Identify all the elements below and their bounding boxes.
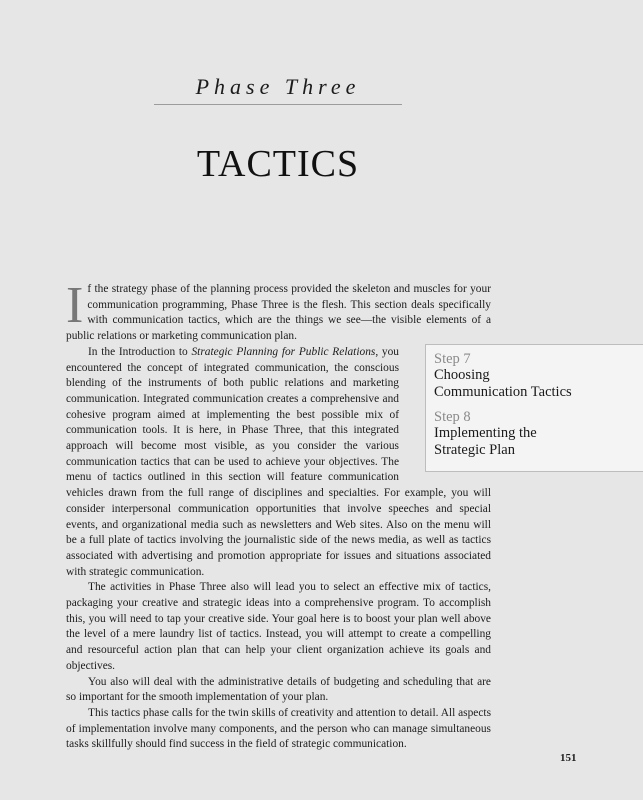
steps-sidebar: [425, 344, 643, 472]
paragraph-5: This tactics phase calls for the twin skills of creativity and attention to detail. All aspects of implementation involve many components, and the person who can manage simultaneous tasks skillfully should find success in the field of strategic communication.: [66, 706, 491, 751]
paragraph-4: You also will deal with the administrative details of budgeting and scheduling that are so important for the smooth implementation of your plan.: [66, 675, 491, 704]
step-7-label: Step 7: [434, 351, 471, 367]
paragraph-3: The activities in Phase Three also will lead you to select an effective mix of tactics, packaging your creative and strategic ideas into a comprehensive program. To accomplish this, you will need to tap your creative side. Your goal here is to boost your plan well above the level of a mere laundry list of tactics. Instead, you will attempt to create a compelling and resourceful action plan that can help your client organization achieve its goals and objectives.: [66, 581, 491, 672]
step-7-line-1: Choosing: [434, 367, 490, 383]
drop-cap: I: [66, 277, 84, 334]
step-8-line-2: Strategic Plan: [434, 442, 515, 458]
paragraph-1: [66, 277, 491, 345]
page-number: 151: [560, 752, 577, 764]
paragraph-2-text-b: , you encountered the concept of integrated communication, the conscious blending of the instruments of both public relations and marketing communication. Integrated communication creates a comprehensive and cohesive program aimed at implementing the best possible mix of communication tools. It is here, in Phase Three, that this integrated approach will become most visible, as you consider the various communication tactics that can be used to achieve your objectives. The menu of tactics outlined in this section will feature communication vehicles drawn from the full range of disciplines and specialties. For example, you will consider interpersonal communication opportunities that involve speeches and special events, and organizational media such as newsletters and Web sites. Also on the menu will be a full plate of tactics involving the journalistic side of the news media, as well as tactics associated with advertising and promotion appropriate for issues and situations associated with strategic communication.: [66, 345, 491, 578]
step-8-label: Step 8: [434, 409, 471, 425]
paragraph-2-text-a: In the Introduction to: [88, 345, 192, 358]
step-spacer: [434, 401, 643, 409]
step-7-line-2: Communication Tactics: [434, 384, 572, 400]
book-title: Strategic Planning for Public Relations: [191, 345, 376, 358]
phase-heading: Phase Three: [154, 74, 402, 105]
paragraph-1-text: f the strategy phase of the planning process provided the skeleton and muscles for your communication programming, Phase Three is the flesh. This section deals specifically with communication tactics, which are the things we see—the visible elements of a public relations or marketing communication plan.: [66, 283, 491, 343]
step-8-line-1: Implementing the: [434, 425, 537, 441]
page-title: TACTICS: [196, 143, 360, 185]
